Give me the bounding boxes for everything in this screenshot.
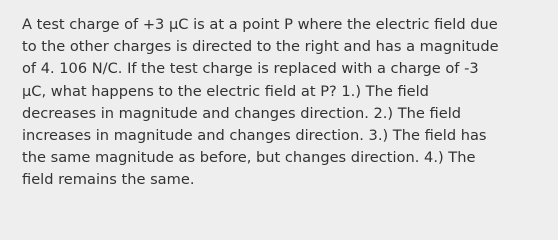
question-text: [22, 14, 552, 192]
question-line: A test charge of +3 μC is at a point P where the electric field due: [22, 16, 498, 33]
question-line: to the other charges is directed to the right and has a magnitude: [22, 38, 499, 56]
question-line: the same magnitude as before, but changes direction. 4.) The: [22, 149, 476, 167]
question-line: decreases in magnitude and changes direction. 2.) The field: [22, 104, 462, 122]
question-line: of 4. 106 N/C. If the test charge is replaced with a charge of -3: [22, 60, 479, 78]
question-line: increases in magnitude and changes direction. 3.) The field has: [22, 127, 487, 145]
question-line: field remains the same.: [22, 171, 195, 189]
question-line: μC, what happens to the electric field at P? 1.) The field: [22, 82, 429, 100]
